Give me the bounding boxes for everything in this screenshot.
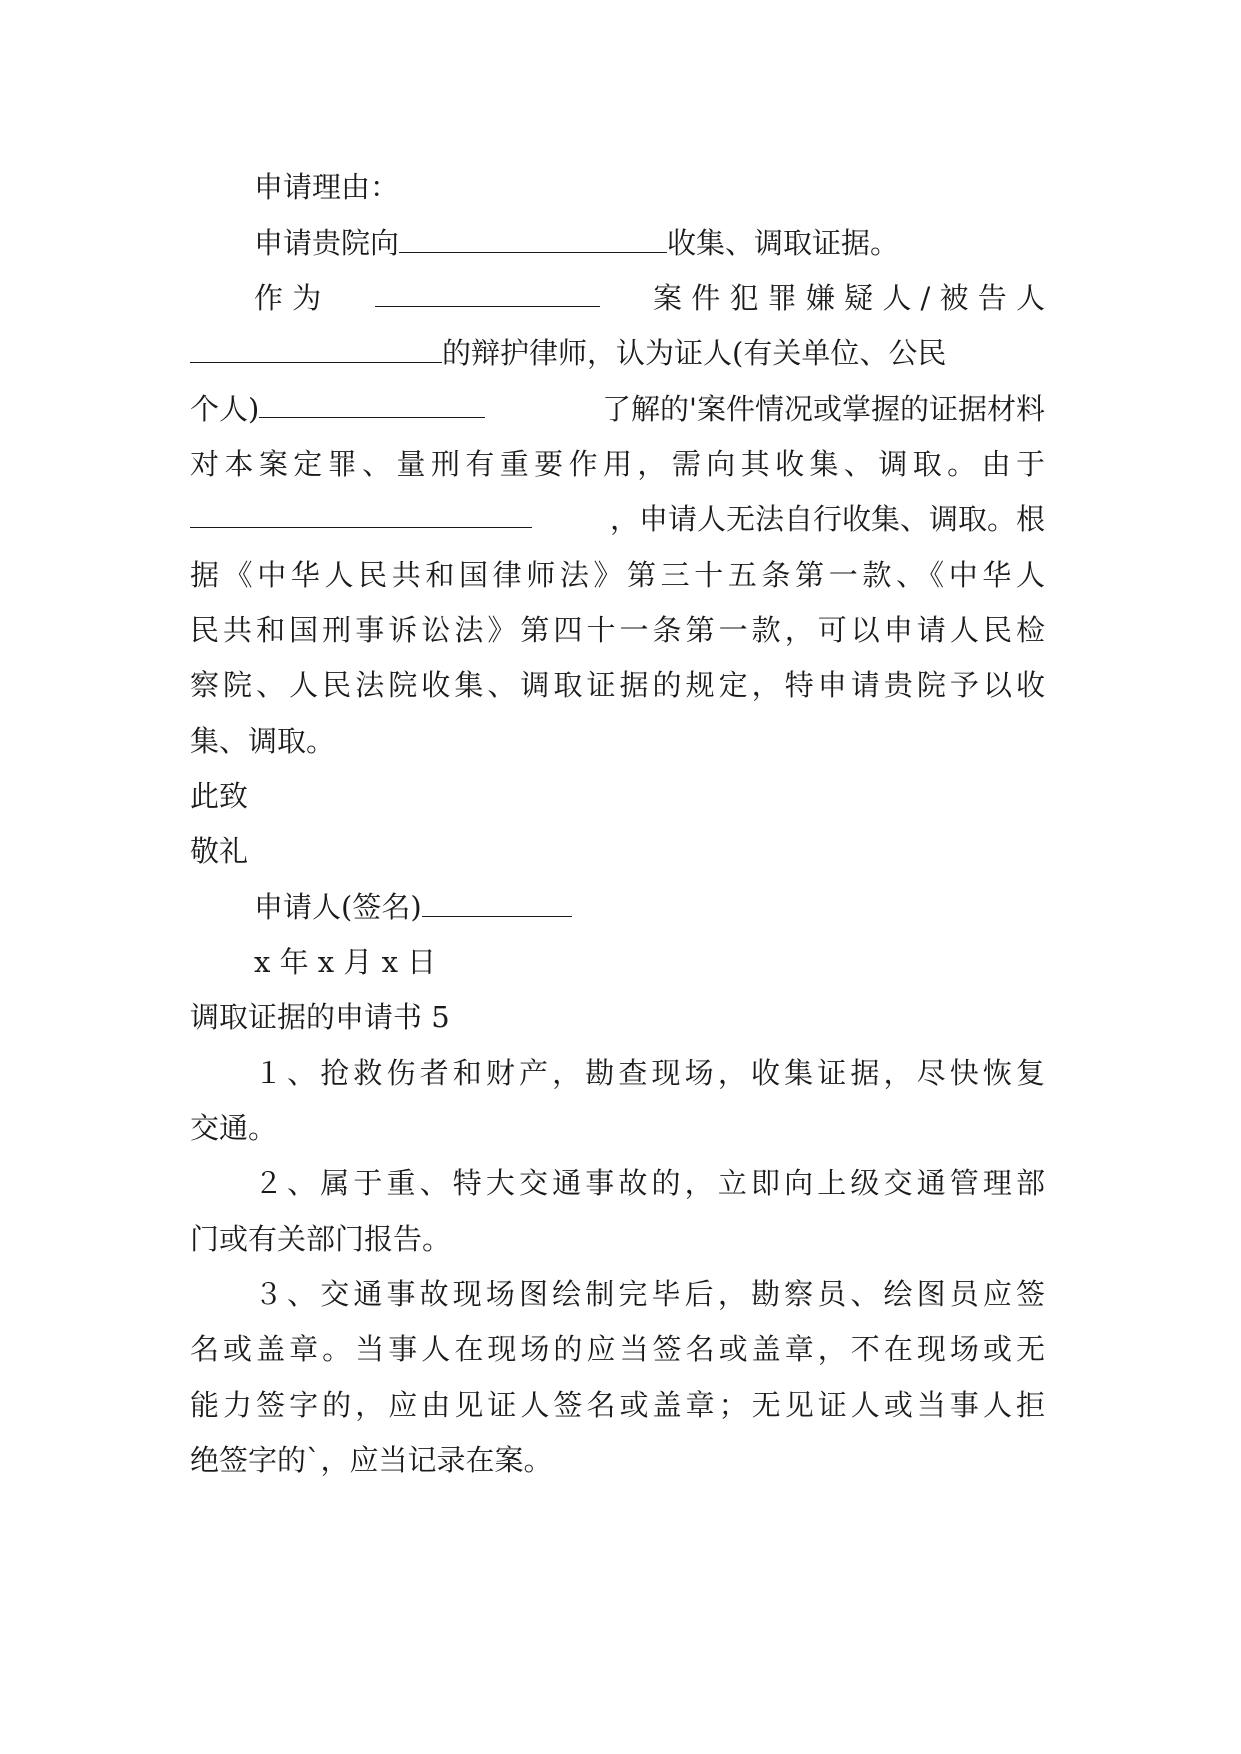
signature-blank[interactable]	[422, 888, 572, 917]
list-item-continuation: 名或盖章。当事人在现场的应当签名或盖章，不在现场或无	[190, 1332, 1045, 1366]
fill-in-blank[interactable]	[259, 389, 485, 418]
paragraph-line: 察院、人民法院收集、调取证据的规定，特申请贵院予以收	[190, 668, 1045, 702]
paragraph-line: 作 为 案 件 犯 罪 嫌 疑 人 / 被 告 人	[254, 278, 1045, 318]
fill-in-blank[interactable]	[190, 499, 532, 528]
list-item: ２、属于重、特大交通事故的，立即向上级交通管理部	[254, 1166, 1045, 1200]
list-item-continuation: 能力签字的，应由见证人签名或盖章；无见证人或当事人拒	[190, 1388, 1045, 1422]
paragraph-line: 民共和国刑事诉讼法》第四十一条第一款，可以申请人民检	[190, 613, 1045, 647]
date-line: x 年 x 月 x 日	[254, 945, 437, 979]
fill-in-blank[interactable]	[190, 334, 442, 363]
paragraph-line: 集、调取。	[190, 724, 336, 758]
list-item-continuation: 交通。	[190, 1111, 278, 1145]
list-item-continuation: 门或有关部门报告。	[190, 1222, 452, 1256]
paragraph-line: 个人) 了解的'案件情况或掌握的证据材料	[190, 389, 1045, 429]
list-item: ３、交通事故现场图绘制完毕后，勘察员、绘图员应签	[254, 1277, 1045, 1311]
list-item-continuation: 绝签字的`，应当记录在案。	[190, 1443, 553, 1477]
closing-salutation: 此致	[190, 779, 249, 813]
section-title: 调取证据的申请书 5	[190, 1000, 450, 1034]
paragraph-line: 的辩护律师，认为证人(有关单位、公民	[190, 333, 946, 373]
paragraph-line: ，申请人无法自行收集、调取。根	[190, 499, 1045, 539]
fill-in-blank[interactable]	[375, 278, 600, 307]
closing-regards: 敬礼	[190, 834, 249, 868]
paragraph-line: 对本案定罪、量刑有重要作用，需向其收集、调取。由于	[190, 447, 1045, 481]
fill-in-blank[interactable]	[399, 224, 667, 253]
paragraph-line: 据《中华人民共和国律师法》第三十五条第一款、《中华人	[190, 558, 1045, 592]
paragraph-line: 申请贵院向 收集、调取证据。	[254, 226, 900, 260]
signature-line: 申请人(签名)	[254, 887, 572, 927]
heading-reason: 申请理由：	[254, 170, 400, 204]
list-item: １、抢救伤者和财产，勘查现场，收集证据，尽快恢复	[254, 1056, 1045, 1090]
